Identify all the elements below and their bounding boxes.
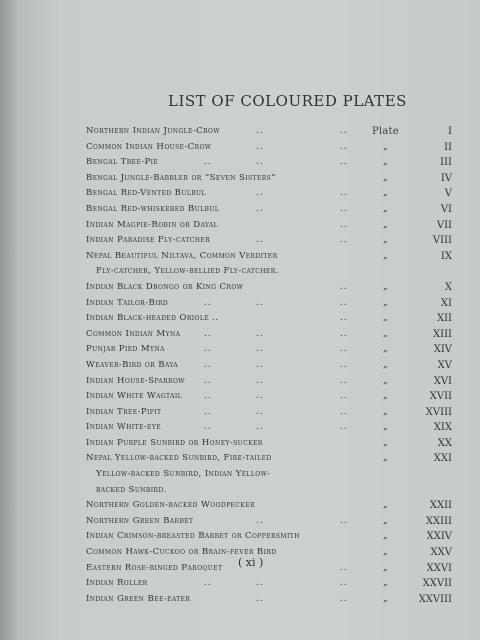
dot-leader: .. <box>256 328 264 339</box>
plate-title-line: Indian Purple Sunbird or Honey-sucker <box>86 437 263 448</box>
plate-title-line: Common Indian Myna <box>86 328 181 339</box>
plate-title <box>86 327 376 343</box>
plate-label: Plate <box>372 126 399 137</box>
plate-numeral: XXVI <box>426 562 452 574</box>
plate-numeral: XXVII <box>422 578 452 590</box>
plate-entry <box>86 498 452 514</box>
plate-title-line: Common Hawk-Cuckoo or Brain-fever Bird <box>86 547 277 558</box>
plate-entry <box>86 342 452 358</box>
plate-entry <box>86 186 452 202</box>
plate-entry <box>86 405 452 421</box>
plate-title <box>86 296 376 312</box>
plate-title <box>86 498 376 514</box>
plate-title-line: Common Indian House-Crow <box>86 141 212 152</box>
plate-numeral: XI <box>440 297 452 309</box>
plate-entry <box>86 327 452 343</box>
dot-leader: .. <box>340 203 348 214</box>
dot-leader: .. <box>256 344 264 355</box>
ditto-mark: „ <box>383 188 388 199</box>
plate-numeral: XIX <box>433 422 452 434</box>
dot-leader: .. <box>204 344 212 355</box>
plate-numeral: IV <box>440 172 452 184</box>
plate-numeral: XXVIII <box>418 593 452 605</box>
dot-leader: .. <box>340 188 348 199</box>
plate-numeral: XXIV <box>426 531 452 543</box>
ditto-mark: „ <box>383 437 388 448</box>
plate-entry <box>86 280 452 296</box>
dot-leader: .. <box>256 188 264 199</box>
plate-entry <box>86 155 452 171</box>
plate-entry <box>86 296 452 312</box>
plate-title <box>86 280 376 296</box>
plate-numeral: XVII <box>429 391 452 403</box>
ditto-mark: „ <box>383 578 388 589</box>
plate-title-line: Bengal Tree-Pie <box>86 157 159 168</box>
plate-title-line: Northern Green Barbet <box>86 515 194 526</box>
dot-leader: .. <box>204 375 212 386</box>
plate-title-line: Indian Crimson-breasted Barbet or Coppersmith <box>86 531 300 542</box>
plate-title-line: Northern Golden-backed Woodpecker <box>86 500 255 511</box>
plate-title-line: Indian Magpie-Robin or Dayal <box>86 219 219 230</box>
plate-title <box>86 140 376 156</box>
dot-leader: .. <box>256 157 264 168</box>
ditto-mark: „ <box>383 235 388 246</box>
plate-title <box>86 545 376 561</box>
ditto-mark: „ <box>383 344 388 355</box>
plate-title-line: Northern Indian Jungle-Crow <box>86 126 220 136</box>
ditto-mark: „ <box>383 250 388 261</box>
ditto-mark: „ <box>383 172 388 183</box>
plate-numeral: I <box>448 126 452 137</box>
dot-leader: .. <box>340 578 348 589</box>
ditto-mark: „ <box>383 375 388 386</box>
plate-numeral: XXI <box>433 453 452 465</box>
plate-entry <box>86 358 452 374</box>
ditto-mark: „ <box>383 157 388 168</box>
dot-leader: .. <box>256 203 264 214</box>
plate-entry <box>86 249 452 280</box>
ditto-mark: „ <box>383 328 388 339</box>
plate-title <box>86 124 376 140</box>
plate-numeral: XX <box>437 437 452 449</box>
plate-title <box>86 374 376 390</box>
dot-leader: .. <box>256 359 264 370</box>
plate-entry <box>86 311 452 327</box>
plate-numeral: XIII <box>433 328 452 340</box>
ditto-mark: „ <box>383 297 388 308</box>
plate-numeral: III <box>440 157 452 169</box>
dot-leader: .. <box>340 391 348 402</box>
plate-entry <box>86 561 452 577</box>
plate-entry <box>86 233 452 249</box>
plate-title-line: Indian Roller <box>86 578 148 589</box>
plate-entry <box>86 124 452 140</box>
plate-title-line: Indian Paradise Fly-catcher <box>86 235 211 246</box>
plate-numeral: X <box>444 281 452 293</box>
plate-title <box>86 233 376 249</box>
dot-leader: .. <box>256 375 264 386</box>
ditto-mark: „ <box>383 219 388 230</box>
dot-leader: .. <box>256 593 264 604</box>
dot-leader: .. <box>256 578 264 589</box>
plate-title <box>86 592 376 608</box>
plate-numeral: VIII <box>432 235 452 247</box>
plate-entry <box>86 389 452 405</box>
dot-leader: .. <box>340 297 348 308</box>
dot-leader: .. <box>340 313 348 324</box>
ditto-mark: „ <box>383 562 388 573</box>
plate-title <box>86 576 376 592</box>
dot-leader: .. <box>340 219 348 230</box>
ditto-mark: „ <box>383 141 388 152</box>
plate-entry <box>86 202 452 218</box>
ditto-mark: „ <box>383 515 388 526</box>
dot-leader: .. <box>256 126 264 136</box>
ditto-mark: „ <box>383 359 388 370</box>
dot-leader: .. <box>204 422 212 433</box>
ditto-mark: „ <box>383 281 388 292</box>
page-title: LIST OF COLOURED PLATES <box>168 92 407 110</box>
plate-entry <box>86 529 452 545</box>
plate-title <box>86 155 376 171</box>
plate-title <box>86 420 376 436</box>
plate-title-line: Indian House-Sparrow <box>86 375 185 386</box>
plate-title-line: Indian Tailor-Bird <box>86 297 169 308</box>
dot-leader: .. <box>256 515 264 526</box>
ditto-mark: „ <box>383 500 388 511</box>
plate-title <box>86 436 376 452</box>
plate-title <box>86 405 376 421</box>
plate-numeral: VII <box>436 219 452 231</box>
plate-numeral: XIV <box>433 344 452 356</box>
dot-leader: .. <box>340 126 348 136</box>
dot-leader: .. <box>256 297 264 308</box>
plate-title <box>86 514 376 530</box>
plate-title-line: Indian Black Drongo or King Crow <box>86 281 244 292</box>
ditto-mark: „ <box>383 313 388 324</box>
plate-numeral: XII <box>436 313 452 325</box>
plate-numeral: V <box>444 188 452 200</box>
plate-title-line: Punjab Pied Myna <box>86 344 165 355</box>
plate-entry <box>86 451 452 498</box>
dot-leader: .. <box>340 157 348 168</box>
plate-title <box>86 218 376 234</box>
plate-title <box>86 389 376 405</box>
dot-leader: .. <box>340 422 348 433</box>
plate-title-line: Bengal Red-Vented Bulbul <box>86 188 206 199</box>
dot-leader: .. <box>256 141 264 152</box>
dot-leader: .. <box>256 391 264 402</box>
ditto-mark: „ <box>383 406 388 417</box>
ditto-mark: „ <box>383 547 388 558</box>
plate-entry <box>86 374 452 390</box>
plate-title-line: Weaver-Bird or Baya <box>86 359 179 370</box>
dot-leader: .. <box>340 593 348 604</box>
plate-entry <box>86 140 452 156</box>
ditto-mark: „ <box>383 422 388 433</box>
plate-list <box>86 124 452 607</box>
dot-leader: .. <box>340 562 348 573</box>
dot-leader: .. <box>340 359 348 370</box>
dot-leader: .. <box>204 328 212 339</box>
plate-title-line: Indian Green Bee-eater <box>86 593 191 604</box>
dot-leader: .. <box>340 281 348 292</box>
ditto-mark: „ <box>383 531 388 542</box>
dot-leader: .. <box>204 406 212 417</box>
plate-title <box>86 249 376 280</box>
dot-leader: .. <box>256 406 264 417</box>
dot-leader: .. <box>204 391 212 402</box>
dot-leader: .. <box>256 235 264 246</box>
plate-numeral: VI <box>440 203 452 215</box>
plate-title-continuation: Yellow-backed Sunbird, Indian Yellow- <box>96 469 271 480</box>
plate-entry <box>86 420 452 436</box>
dot-leader: .. <box>204 359 212 370</box>
plate-title <box>86 311 376 327</box>
dot-leader: .. <box>340 406 348 417</box>
plate-title-line: Indian Tree-Pipit <box>86 406 162 417</box>
plate-numeral: II <box>444 141 452 153</box>
plate-title <box>86 171 376 187</box>
plate-entry <box>86 576 452 592</box>
plate-title <box>86 186 376 202</box>
dot-leader: .. <box>340 515 348 526</box>
plate-title <box>86 529 376 545</box>
plate-numeral: XXV <box>430 547 452 559</box>
dot-leader: .. <box>340 328 348 339</box>
plate-title-line: Nepal Yellow-backed Sunbird, Fire-tailed <box>86 453 272 464</box>
plate-title <box>86 202 376 218</box>
plate-title-continuation: Fly-catcher, Yellow-bellied Fly-catcher. <box>96 266 279 277</box>
plate-entry <box>86 436 452 452</box>
plate-title <box>86 342 376 358</box>
plate-numeral: XXIII <box>425 515 452 527</box>
dot-leader: .. <box>256 422 264 433</box>
plate-title-line: Indian White-eye <box>86 422 161 433</box>
plate-numeral: XVI <box>433 375 452 387</box>
plate-title <box>86 451 376 498</box>
plate-entry <box>86 218 452 234</box>
plate-entry <box>86 545 452 561</box>
dot-leader: .. <box>340 141 348 152</box>
plate-title <box>86 358 376 374</box>
ditto-mark: „ <box>383 453 388 464</box>
dot-leader: .. <box>204 578 212 589</box>
plate-numeral: XV <box>437 359 452 371</box>
plate-numeral: XXII <box>429 500 452 512</box>
dot-leader: .. <box>340 235 348 246</box>
plate-title-line: Indian Black-headed Oriole .. <box>86 313 219 324</box>
plate-title-line: Bengal Red-whiskered Bulbul <box>86 203 220 214</box>
plate-entry <box>86 514 452 530</box>
dot-leader: .. <box>204 157 212 168</box>
plate-entry <box>86 592 452 608</box>
dot-leader: .. <box>204 297 212 308</box>
ditto-mark: „ <box>383 391 388 402</box>
plate-title <box>86 561 376 577</box>
page-number: ( xi ) <box>238 556 264 569</box>
dot-leader: .. <box>340 344 348 355</box>
plate-title-line: Bengal Jungle-Babbler or “Seven Sisters” <box>86 172 276 183</box>
plate-title-line: Indian White Wagtail <box>86 391 183 402</box>
plate-title-continuation: backed Sunbird. <box>96 484 167 495</box>
plate-entry <box>86 171 452 187</box>
plate-title-line: Nepal Beautiful Niltava, Common Verditer <box>86 250 278 261</box>
plate-title-line: Eastern Rose-ringed Paroquet <box>86 562 223 573</box>
plate-numeral: XVIII <box>425 406 452 418</box>
ditto-mark: „ <box>383 203 388 214</box>
plate-numeral: IX <box>440 250 452 262</box>
dot-leader: .. <box>340 375 348 386</box>
ditto-mark: „ <box>383 593 388 604</box>
